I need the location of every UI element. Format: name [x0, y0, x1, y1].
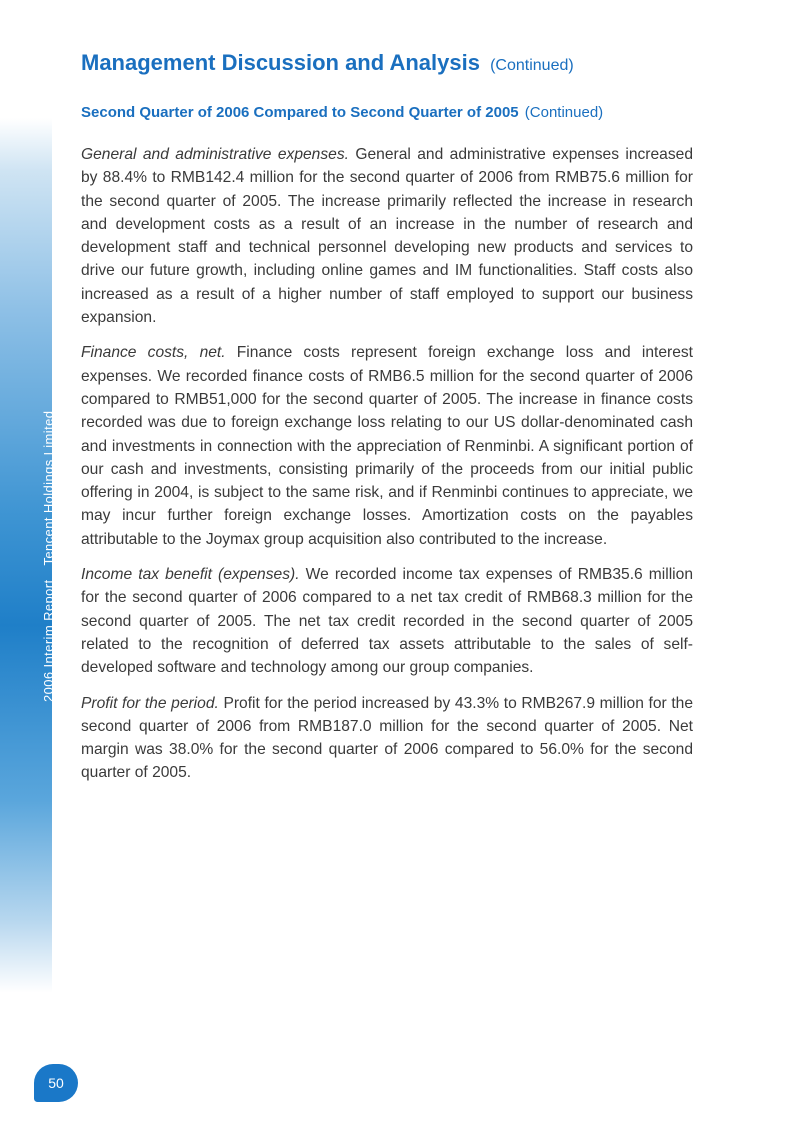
page-title-continued: (Continued) — [490, 57, 574, 74]
paragraph-income-tax — [81, 563, 693, 679]
paragraph-lead: General and administrative expenses. — [81, 146, 349, 163]
page-title — [81, 50, 574, 76]
sidebar-report-title: 2006 Interim Report — [41, 579, 56, 702]
section-heading — [81, 104, 603, 121]
body-text — [81, 143, 693, 797]
paragraph-body: Finance costs represent foreign exchange loss and interest expenses. We recorded finance costs of RMB6.5 million for the second quarter of 2006 compared to RMB51,000 for the second quarter of 2005. The increase in finance costs recorded was due to foreign exchange loss relating to our US dollar-denominated cash and investments in connection with the appreciation of Renminbi. A significant portion of our cash and investments, consisting primarily of the proceeds from our initial public offering in 2004, is subject to the same risk, and if Renminbi continues to appreciate, we may incur further foreign exchange losses. Amortization costs on the payables attributable to the Joymax group acquisition also contributed to the increase. — [81, 344, 693, 548]
paragraph-lead: Profit for the period. — [81, 694, 219, 712]
paragraph-body: We recorded income tax expenses of RMB35.6 million for the second quarter of 2006 compared to a net tax credit of RMB68.3 million for the second quarter of 2005. The net tax credit recorded in the second quarter of 2005 related to the recognition of deferred tax assets attributable to the sales of self-developed software and technology among our group companies. — [81, 566, 693, 677]
sidebar-company-name: Tencent Holdings Limited — [41, 410, 56, 566]
paragraph-lead: Income tax benefit (expenses). — [81, 566, 300, 584]
paragraph-profit-for-period — [81, 692, 693, 785]
paragraph-lead: Finance costs, net. — [81, 344, 226, 362]
page-number-badge — [34, 1064, 78, 1102]
page-title-text: Management Discussion and Analysis — [81, 50, 480, 75]
section-heading-text: Second Quarter of 2006 Compared to Second Quarter of 2005 — [81, 104, 519, 121]
section-heading-continued: (Continued) — [524, 104, 604, 121]
paragraph-body: General and administrative expenses increased by 88.4% to RMB142.4 million for the second quarter of 2006 from RMB75.6 million for the second quarter of 2005. The increase primarily reflected the increase in research and development costs as a result of an increase in the number of research and development staff and technical personnel developing new products and services to drive our future growth, including online games and IM functionalities. Staff costs also increased as a result of a higher number of staff employed to support our business expansion. — [81, 146, 693, 327]
paragraph-body: Profit for the period increased by 43.3% to RMB267.9 million for the second quarter of 2006 from RMB187.0 million for the second quarter of 2005. Net margin was 38.0% for the second quarter of 2006 compared to 56.0% for the second quarter of 2005. — [81, 694, 693, 782]
paragraph-finance-costs — [81, 341, 693, 551]
paragraph-general-admin-expenses — [81, 143, 693, 329]
page-number: 50 — [48, 1075, 64, 1091]
sidebar-running-title — [41, 411, 56, 702]
